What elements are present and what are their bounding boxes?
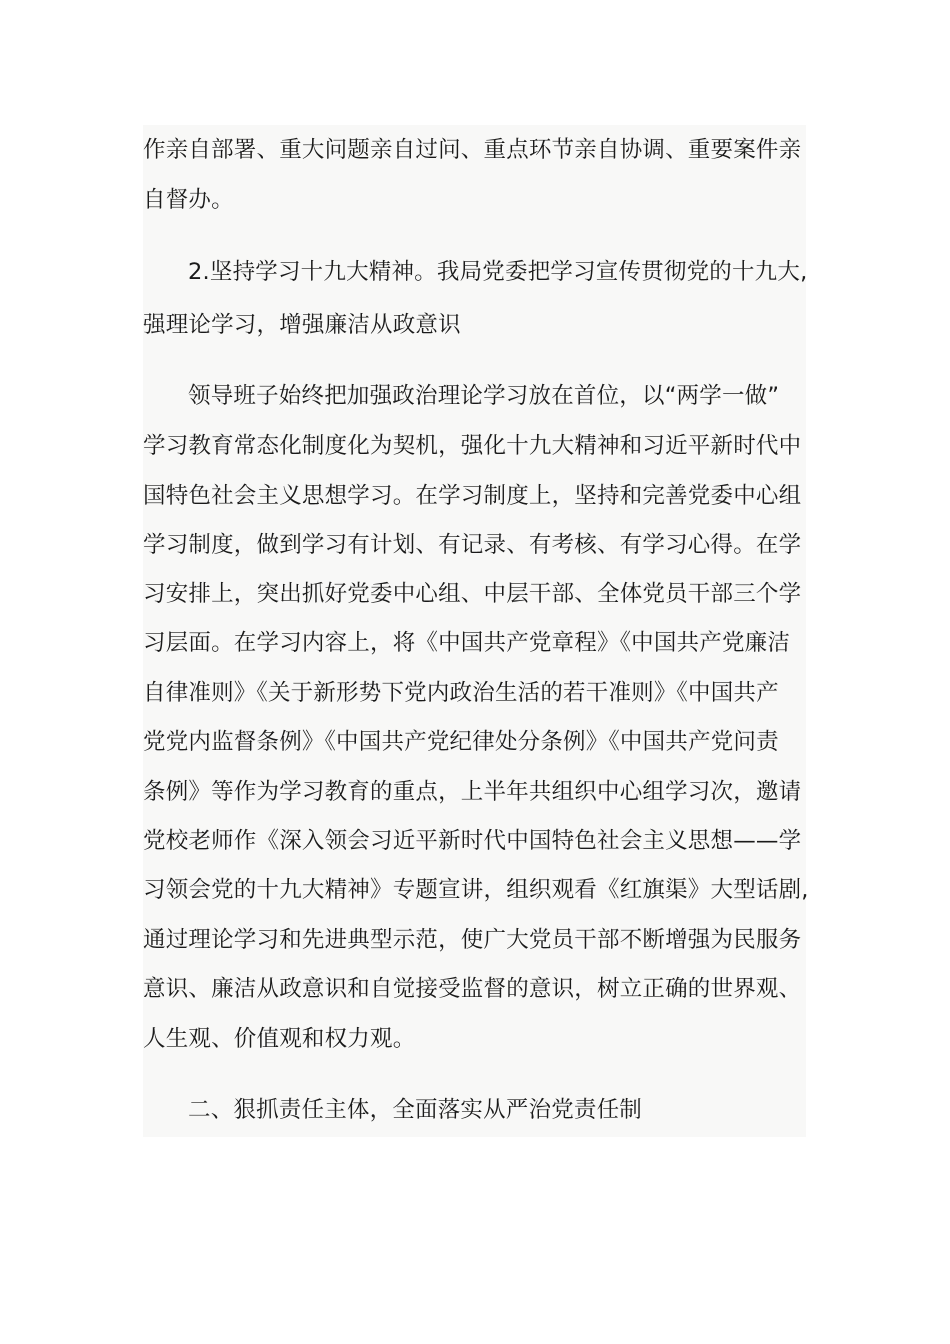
paragraph-line: 党党内监督条例》《中国共产党纪律处分条例》《中国共产党问责	[143, 729, 779, 755]
document-text-block	[143, 125, 809, 1137]
paragraph-line: 习安排上，突出抓好党委中心组、中层干部、全体党员干部三个学	[143, 581, 802, 607]
paragraph-line: 学习制度，做到学习有计划、有记录、有考核、有学习心得。在学	[143, 532, 802, 558]
paragraph-line: 自律准则》《关于新形势下党内政治生活的若干准则》《中国共产	[143, 680, 779, 706]
paragraph-line: 人生观、价值观和权力观。	[143, 1026, 416, 1052]
paragraph-line: 习领会党的十九大精神》专题宣讲，组织观看《红旗渠》大型话剧,	[143, 877, 809, 903]
paragraph-line: 国特色社会主义思想学习。在学习制度上，坚持和完善党委中心组	[143, 483, 802, 509]
section-heading-line: 强理论学习，增强廉洁从政意识	[143, 312, 461, 338]
paragraph-line: 党校老师作《深入领会习近平新时代中国特色社会主义思想——学	[143, 828, 802, 854]
section-heading-line: 2.坚持学习十九大精神。我局党委把学习宣传贯彻党的十九大,	[188, 259, 808, 285]
paragraph-line: 作亲自部署、重大问题亲自过问、重点环节亲自协调、重要案件亲	[143, 137, 802, 163]
paragraph-line: 习层面。在学习内容上，将《中国共产党章程》《中国共产党廉洁	[143, 630, 791, 656]
paragraph-line: 领导班子始终把加强政治理论学习放在首位，以“两学一做”	[188, 383, 780, 409]
paragraph-line: 学习教育常态化制度化为契机，强化十九大精神和习近平新时代中	[143, 433, 802, 459]
paragraph-line: 条例》等作为学习教育的重点，上半年共组织中心组学习次，邀请	[143, 779, 802, 805]
section-heading-line: 二、狠抓责任主体，全面落实从严治党责任制	[188, 1097, 643, 1123]
paragraph-line: 意识、廉洁从政意识和自觉接受监督的意识，树立正确的世界观、	[143, 976, 802, 1002]
paragraph-line: 通过理论学习和先进典型示范，使广大党员干部不断增强为民服务	[143, 927, 802, 953]
paragraph-line: 自督办。	[143, 187, 234, 213]
